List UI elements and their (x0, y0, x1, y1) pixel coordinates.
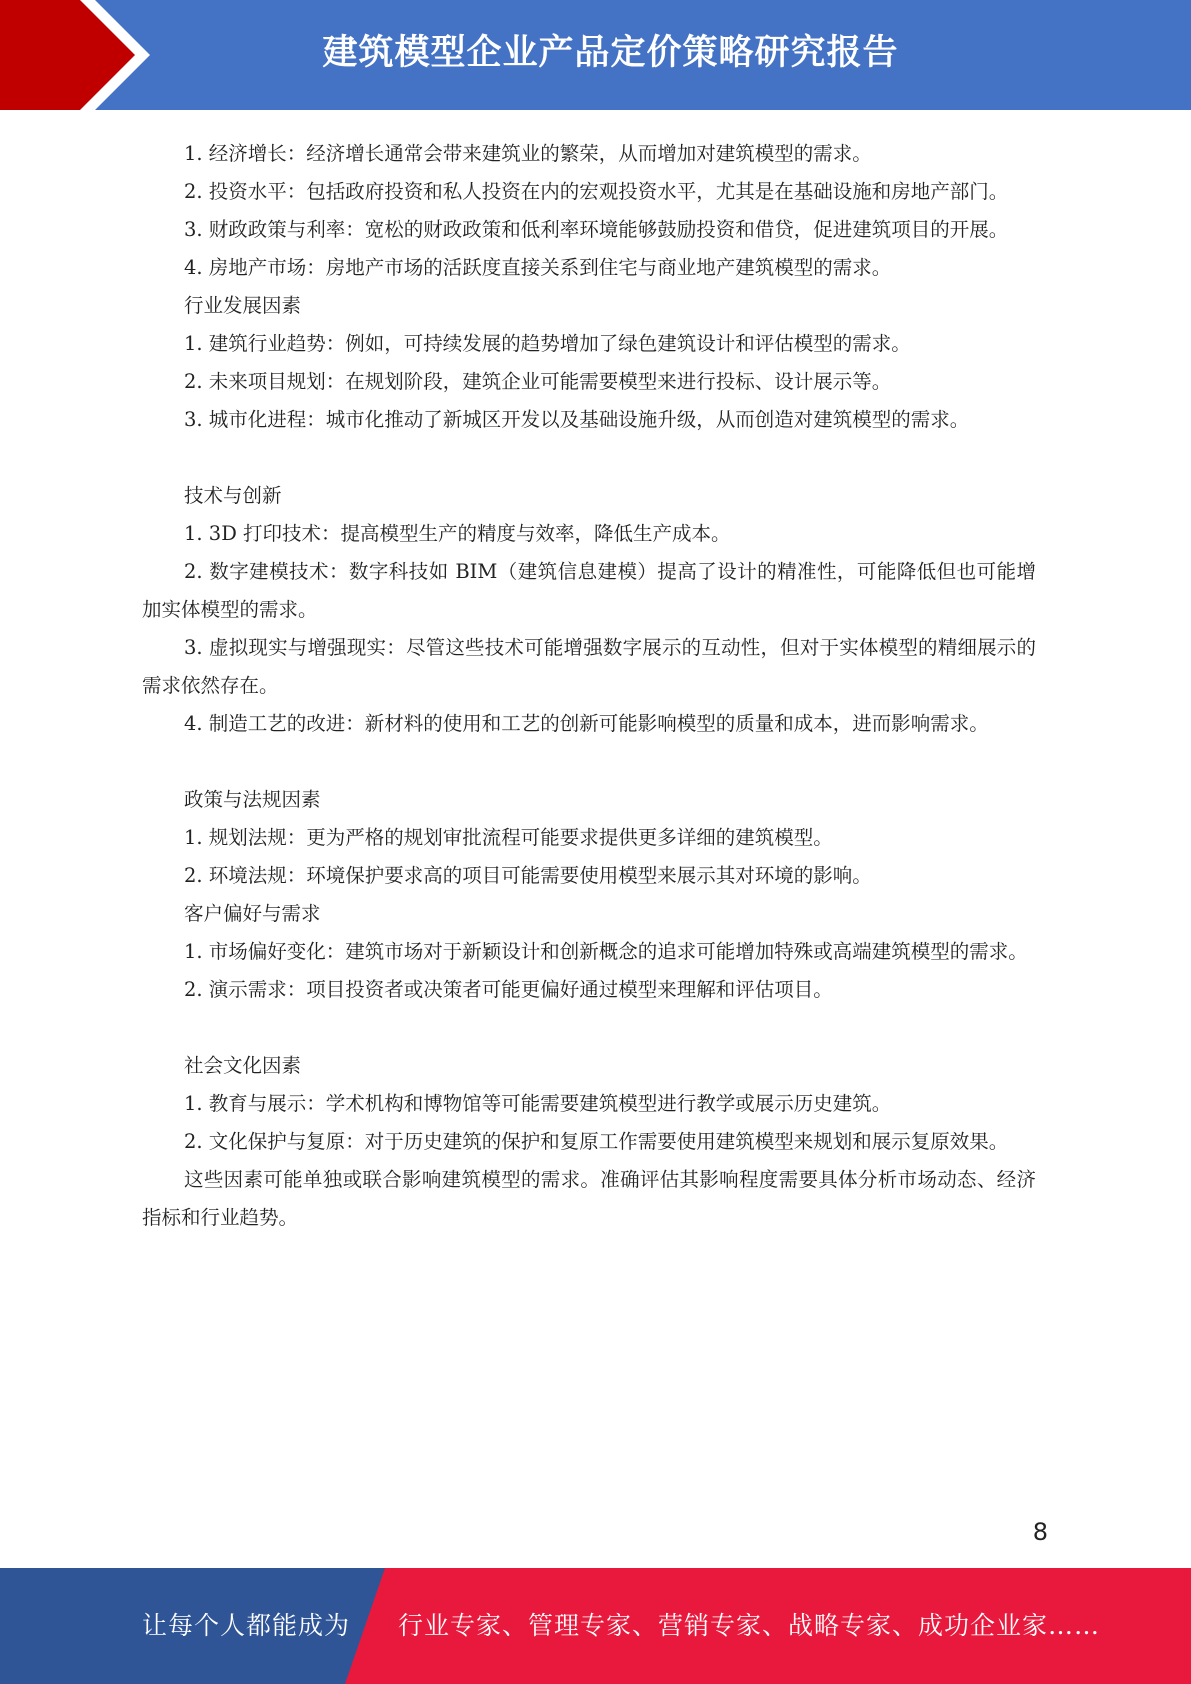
blank-line (142, 439, 1036, 477)
paragraph: 1. 3D 打印技术：提高模型生产的精度与效率，降低生产成本。 (184, 522, 731, 545)
section-heading: 社会文化因素 (184, 1054, 302, 1077)
paragraph: 4. 制造工艺的改进：新材料的使用和工艺的创新可能影响模型的质量和成本，进而影响需求。 (184, 712, 989, 735)
paragraph: 2. 投资水平：包括政府投资和私人投资在内的宏观投资水平，尤其是在基础设施和房地产部门。 (184, 180, 1009, 203)
paragraph: 2. 文化保护与复原：对于历史建筑的保护和复原工作需要使用建筑模型来规划和展示复原效果。 (184, 1130, 1009, 1153)
page-title: 建筑模型企业产品定价策略研究报告 (322, 33, 899, 73)
document-body (142, 135, 1036, 1237)
footer-slogan-right: 行业专家、管理专家、营销专家、战略专家、成功企业家…… (398, 1611, 1101, 1640)
paragraph: 3. 城市化进程：城市化推动了新城区开发以及基础设施升级，从而创造对建筑模型的需求。 (184, 408, 970, 431)
blank-line (142, 743, 1036, 781)
paragraph: 2. 数字建模技术：数字科技如 BIM（建筑信息建模）提高了设计的精准性，可能降低但也可能增加实体模型的需求。 (142, 560, 1036, 621)
paragraph: 2. 未来项目规划：在规划阶段，建筑企业可能需要模型来进行投标、设计展示等。 (184, 370, 892, 393)
blank-line (142, 1009, 1036, 1047)
paragraph: 1. 市场偏好变化：建筑市场对于新颖设计和创新概念的追求可能增加特殊或高端建筑模型的需求。 (184, 940, 1028, 963)
paragraph: 1. 经济增长：经济增长通常会带来建筑业的繁荣，从而增加对建筑模型的需求。 (184, 142, 872, 165)
paragraph: 3. 虚拟现实与增强现实：尽管这些技术可能增强数字展示的互动性，但对于实体模型的精细展示的需求依然存在。 (142, 636, 1036, 697)
header-banner (0, 0, 1191, 110)
paragraph: 2. 演示需求：项目投资者或决策者可能更偏好通过模型来理解和评估项目。 (184, 978, 833, 1001)
paragraph: 3. 财政政策与利率：宽松的财政政策和低利率环境能够鼓励投资和借贷，促进建筑项目的开展。 (184, 218, 1009, 241)
paragraph: 1. 建筑行业趋势：例如，可持续发展的趋势增加了绿色建筑设计和评估模型的需求。 (184, 332, 911, 355)
paragraph: 2. 环境法规：环境保护要求高的项目可能需要使用模型来展示其对环境的影响。 (184, 864, 872, 887)
footer-slogan-left: 让每个人都能成为 (142, 1611, 351, 1640)
section-heading: 行业发展因素 (184, 294, 302, 317)
paragraph: 4. 房地产市场：房地产市场的活跃度直接关系到住宅与商业地产建筑模型的需求。 (184, 256, 892, 279)
section-heading: 技术与创新 (184, 484, 282, 507)
section-heading: 客户偏好与需求 (184, 902, 321, 925)
page-number: 8 (1032, 1518, 1048, 1546)
header-chevron (0, 0, 150, 110)
section-heading: 政策与法规因素 (184, 788, 321, 811)
paragraph: 1. 教育与展示：学术机构和博物馆等可能需要建筑模型进行教学或展示历史建筑。 (184, 1092, 892, 1115)
paragraph: 1. 规划法规：更为严格的规划审批流程可能要求提供更多详细的建筑模型。 (184, 826, 833, 849)
footer-banner (0, 1568, 1191, 1684)
paragraph: 这些因素可能单独或联合影响建筑模型的需求。准确评估其影响程度需要具体分析市场动态、经济指标和行业趋势。 (142, 1168, 1036, 1229)
